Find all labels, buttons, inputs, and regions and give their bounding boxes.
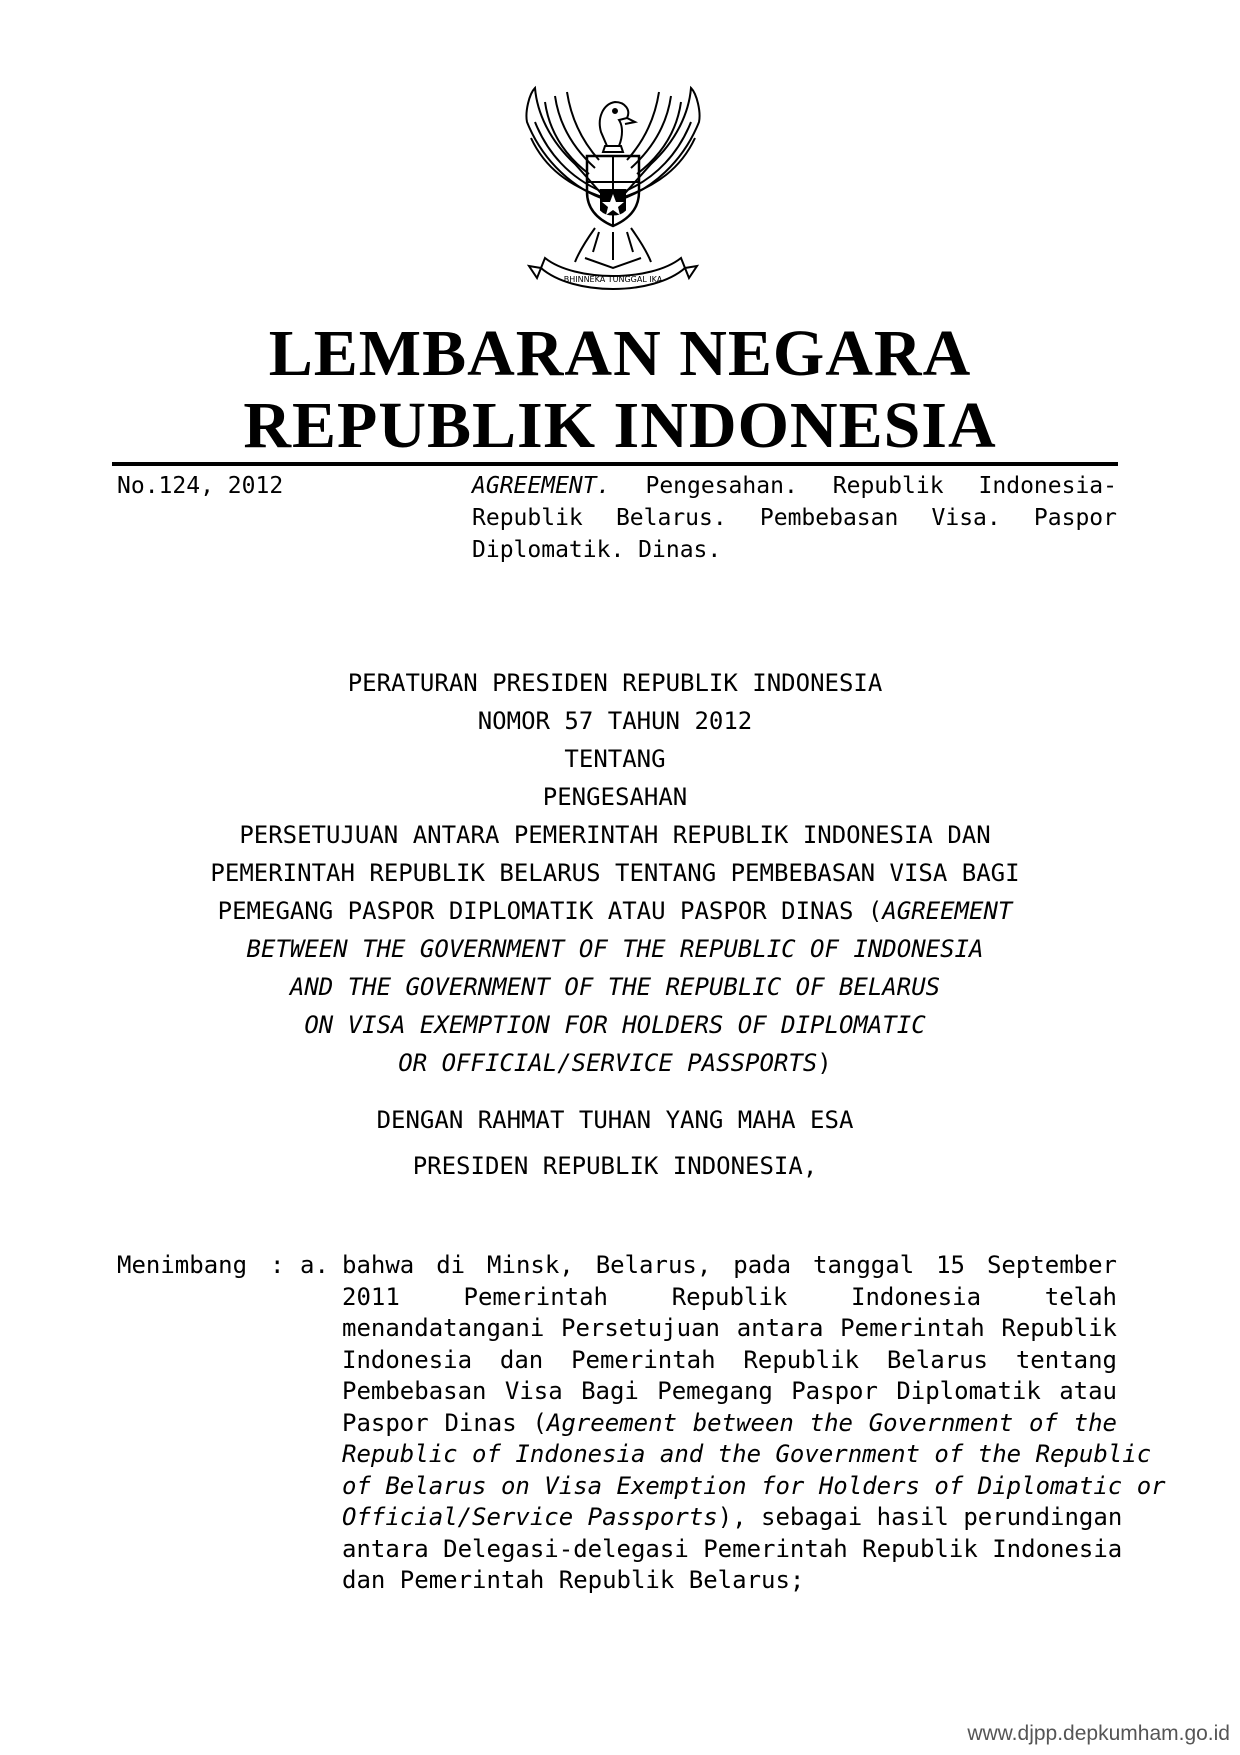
subject-line2: Republik Belarus. Pembebasan Visa. Paspor (472, 505, 1117, 531)
considering-line: bahwa di Minsk, Belarus, pada tanggal 15 September (342, 1251, 1117, 1279)
regulation-title-line2: NOMOR 57 TAHUN 2012 (477, 707, 753, 735)
regulation-title-line6: PEMERINTAH REPUBLIK BELARUS TENTANG PEMBEBASAN VISA BAGI (210, 859, 1020, 887)
header-divider (112, 462, 1118, 466)
footer-url: www.djpp.depkumham.go.id (967, 1722, 1230, 1745)
considering-line: of Belarus on Visa Exemption for Holders of Diplomatic or (342, 1471, 1166, 1500)
regulation-title-line11-italic: OR OFFICIAL/SERVICE PASSPORTS (398, 1049, 818, 1077)
subject-line1: Pengesahan. Republik Indonesia- (610, 473, 1117, 499)
considering-line: antara Delegasi-delegasi Pemerintah Republik Indonesia (342, 1534, 1123, 1563)
regulation-title-line10: ON VISA EXEMPTION FOR HOLDERS OF DIPLOMATIC (304, 1011, 926, 1039)
regulation-title-line3: TENTANG (564, 745, 666, 773)
regulation-title-line7 (112, 892, 1118, 930)
considering-line6-plain: Paspor Dinas ( (342, 1408, 547, 1437)
considering-label: Menimbang (117, 1251, 248, 1279)
regulation-title-line7-plain: PEMEGANG PASPOR DIPLOMATIK ATAU PASPOR DINAS ( (217, 897, 883, 925)
motto-text: BHINNEKA TUNGGAL IKA (563, 275, 663, 284)
considering-line: Pembebasan Visa Bagi Pemegang Paspor Diplomatik atau (342, 1377, 1117, 1405)
considering-line: menandatangani Persetujuan antara Pemerintah Republik (342, 1314, 1117, 1342)
regulation-title (112, 664, 1118, 1082)
considering-line (342, 1408, 1117, 1440)
considering-line: Indonesia dan Pemerintah Republik Belarus tentang (342, 1345, 1117, 1374)
masthead-title (0, 318, 1240, 462)
subject-line3: Diplomatik. Dinas. (472, 537, 722, 563)
regulation-title-line1: PERATURAN PRESIDEN REPUBLIK INDONESIA (347, 669, 883, 697)
considering-line9-plain: ), sebagai hasil perundingan (717, 1503, 1123, 1531)
masthead-line1: LEMBARAN NEGARA (268, 317, 972, 390)
regulation-title-line11 (112, 1044, 1118, 1082)
considering-line (342, 1502, 1123, 1534)
regulation-title-line11-plain: ) (817, 1049, 832, 1077)
opening-formula (112, 1097, 1118, 1189)
considering-item-letter: a. (300, 1251, 329, 1279)
garuda-emblem-icon (515, 82, 711, 298)
considering-line: Republic of Indonesia and the Government of the Republic (342, 1440, 1152, 1468)
considering-item-a (342, 1250, 1166, 1597)
considering-line9-italic: Official/Service Passports (342, 1503, 718, 1531)
masthead-line2: REPUBLIK INDONESIA (243, 389, 997, 462)
considering-line: 2011 Pemerintah Republik Indonesia telah (342, 1282, 1117, 1311)
gazette-number: No.124, 2012 (117, 473, 284, 499)
regulation-title-line4: PENGESAHAN (542, 783, 688, 811)
considering-line: dan Pemerintah Republik Belarus; (342, 1566, 805, 1594)
opening-line2: PRESIDEN REPUBLIK INDONESIA, (412, 1152, 818, 1180)
regulation-title-line5: PERSETUJUAN ANTARA PEMERINTAH REPUBLIK INDONESIA DAN (239, 821, 991, 849)
considering-line6-italic: Agreement between the Government of the (546, 1408, 1117, 1437)
regulation-title-line9: AND THE GOVERNMENT OF THE REPUBLIC OF BELARUS (289, 973, 941, 1001)
gazette-subject (472, 470, 1117, 566)
opening-line1: DENGAN RAHMAT TUHAN YANG MAHA ESA (376, 1106, 854, 1134)
regulation-title-line8: BETWEEN THE GOVERNMENT OF THE REPUBLIC OF INDONESIA (246, 935, 984, 963)
subject-agreement: AGREEMENT. (472, 473, 611, 499)
considering-separator: : (270, 1251, 285, 1279)
regulation-title-line7-italic: AGREEMENT (882, 897, 1013, 925)
